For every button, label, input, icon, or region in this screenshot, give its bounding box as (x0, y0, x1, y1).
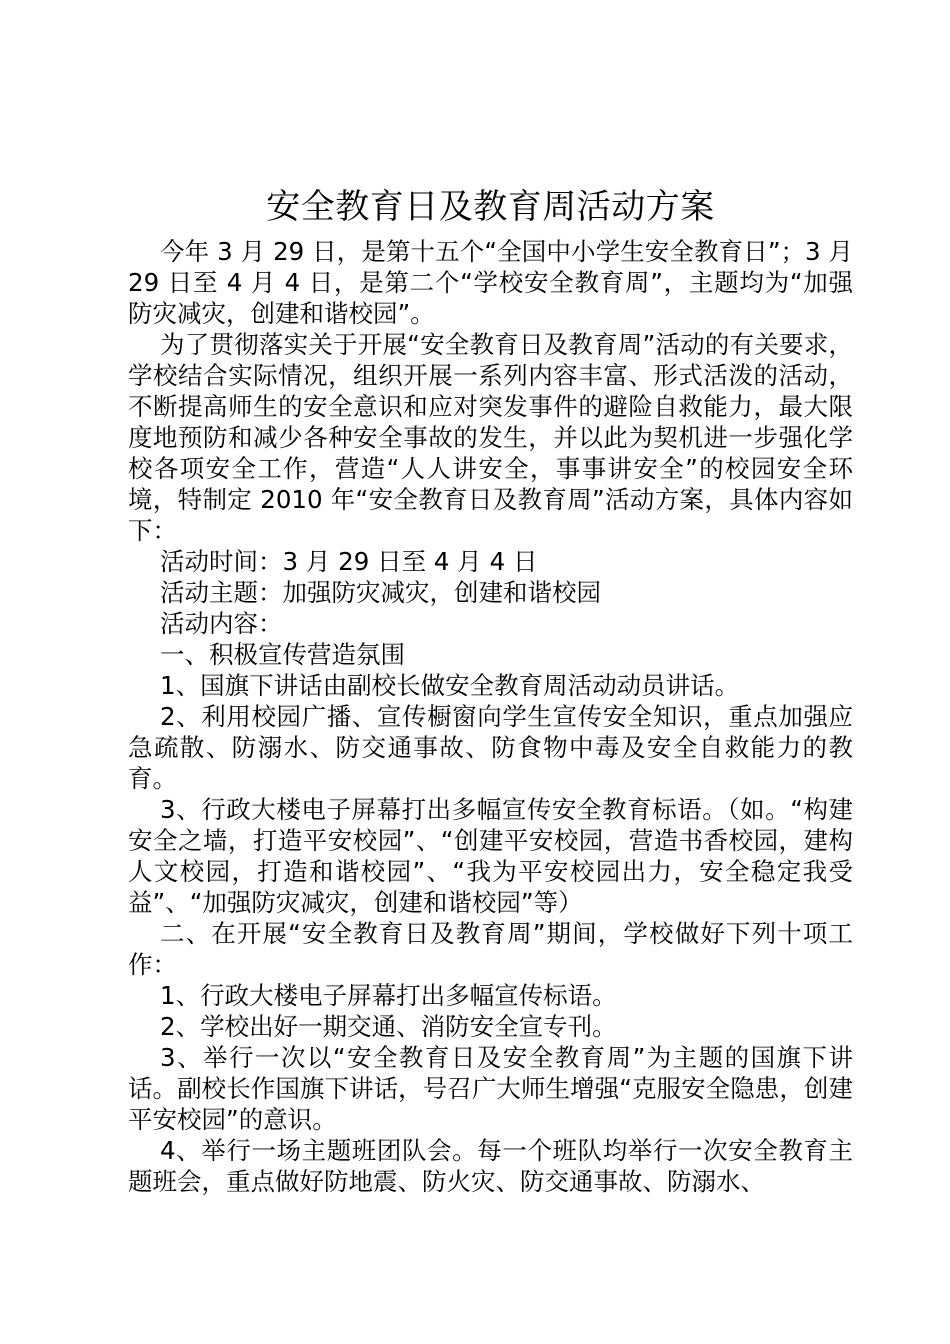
paragraph-intro: 今年 3 月 29 日，是第十五个“全国中小学生安全教育日”；3 月 29 日至 4 月 4 日，是第二个“学校安全教育周”，主题均为“加强防灾减灾，创建和谐校园”。 (128, 237, 853, 328)
list-item: 2、利用校园广播、宣传橱窗向学生宣传安全知识，重点加强应急疏散、防溺水、防交通事故、防食物中毒及安全自救能力的教育。 (128, 702, 853, 793)
section-heading-2: 二、在开展“安全教育日及教育周”期间，学校做好下列十项工作： (128, 919, 853, 979)
paragraph-activity-content: 活动内容： (160, 609, 283, 638)
paragraph-activity-theme: 活动主题：加强防灾减灾，创建和谐校园 (160, 578, 601, 607)
paragraph-purpose: 为了贯彻落实关于开展“安全教育日及教育周”活动的有关要求，学校结合实际情况，组织开展一系列内容丰富、形式活泼的活动，不断提高师生的安全意识和应对突发事件的避险自救能力，最大限度地预防和减少各种安全事故的发生，并以此为契机进一步强化学校各项安全工作，营造“人人讲安全，事事讲安全”的校园安全环境，特制定 2010 年“安全教育日及教育周”活动方案，具体内容如下： (128, 330, 853, 545)
list-item: 3、行政大楼电子屏幕打出多幅宣传安全教育标语。（如。“构建安全之墙，打造平安校园”、“创建平安校园，营造书香校园，建构人文校园，打造和谐校园”、“我为平安校园出力，安全稳定我受益”、“加强防灾减灾，创建和谐校园”等） (128, 795, 853, 917)
list-item: 2、学校出好一期交通、消防安全宣专刊。 (160, 1012, 617, 1041)
document-title: 安全教育日及教育周活动方案 (266, 187, 715, 227)
section-heading-1: 一、积极宣传营造氛围 (160, 640, 405, 669)
list-item: 1、行政大楼电子屏幕打出多幅宣传标语。 (160, 981, 617, 1010)
list-item: 1、国旗下讲话由副校长做安全教育周活动动员讲话。 (160, 671, 740, 700)
list-item: 3、举行一次以“安全教育日及安全教育周”为主题的国旗下讲话。副校长作国旗下讲话，号召广大师生增强“克服安全隐患，创建平安校园”的意识。 (128, 1043, 853, 1134)
list-item: 4、举行一场主题班团队会。每一个班队均举行一次安全教育主题班会，重点做好防地震、防火灾、防交通事故、防溺水、 (128, 1136, 853, 1196)
paragraph-activity-time: 活动时间：3 月 29 日至 4 月 4 日 (160, 547, 538, 576)
document-page (128, 178, 853, 1197)
